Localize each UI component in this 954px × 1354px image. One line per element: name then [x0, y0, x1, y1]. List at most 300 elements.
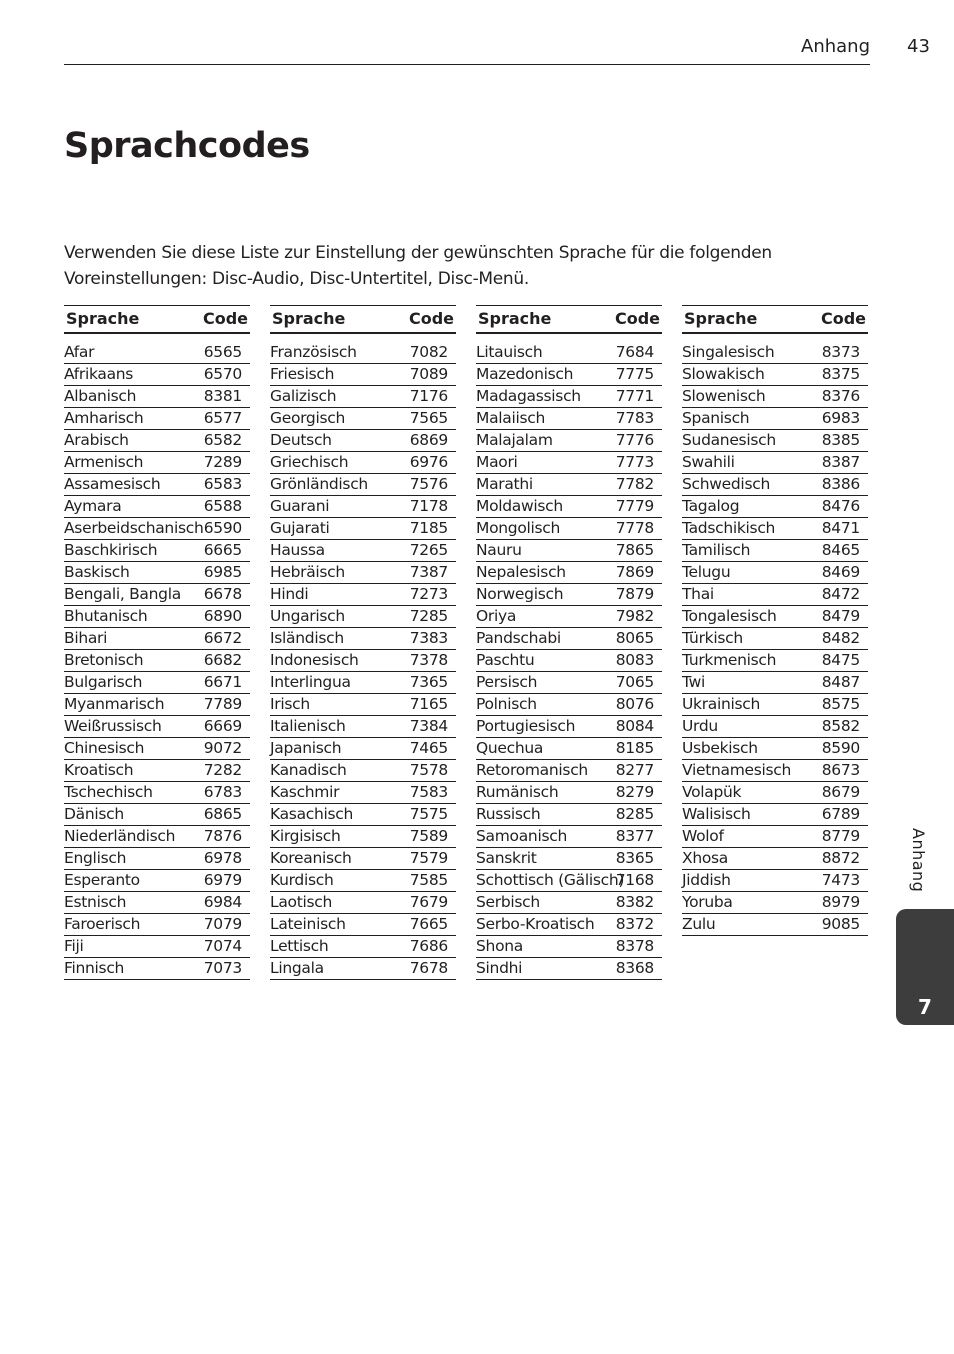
header-language: Sprache [478, 309, 552, 328]
table-row [682, 716, 868, 738]
language-name: Sanskrit [476, 849, 537, 867]
language-name: Lateinisch [270, 915, 346, 933]
table-column [64, 305, 250, 980]
language-name: Albanisch [64, 387, 137, 405]
language-code: 6985 [203, 563, 242, 581]
language-name: Serbisch [476, 893, 540, 911]
language-name: Laotisch [270, 893, 333, 911]
language-name: Shona [476, 937, 523, 955]
language-name: Armenisch [64, 453, 144, 471]
table-row [682, 496, 868, 518]
table-row [270, 540, 456, 562]
language-name: Amharisch [64, 409, 144, 427]
language-code: 7079 [203, 915, 242, 933]
table-row [270, 672, 456, 694]
language-code: 8575 [821, 695, 860, 713]
chapter-number: 7 [918, 995, 932, 1019]
language-name: Slowenisch [682, 387, 766, 405]
language-name: Interlingua [270, 673, 351, 691]
language-code: 8476 [821, 497, 860, 515]
language-name: Serbo-Kroatisch [476, 915, 595, 933]
language-code: 9072 [203, 739, 242, 757]
table-row [476, 936, 662, 958]
table-row [64, 826, 250, 848]
table-row [476, 364, 662, 386]
language-code: 6565 [203, 343, 242, 361]
language-code: 7678 [409, 959, 448, 977]
table-row [270, 628, 456, 650]
language-name: Esperanto [64, 871, 140, 889]
language-code: 8472 [821, 585, 860, 603]
language-code: 7168 [615, 871, 654, 889]
language-code: 7465 [409, 739, 448, 757]
language-code: 8979 [821, 893, 860, 911]
language-name: Moldawisch [476, 497, 563, 515]
language-code: 6865 [203, 805, 242, 823]
table-row [270, 474, 456, 496]
language-name: Lettisch [270, 937, 329, 955]
language-name: Tongalesisch [682, 607, 777, 625]
language-code: 7773 [615, 453, 654, 471]
language-code: 8487 [821, 673, 860, 691]
language-name: Thai [682, 585, 714, 603]
language-code: 6665 [203, 541, 242, 559]
language-code: 6672 [203, 629, 242, 647]
table-row [476, 826, 662, 848]
table-row [64, 892, 250, 914]
language-name: Tagalog [682, 497, 740, 515]
table-row [270, 562, 456, 584]
table-row [476, 870, 662, 892]
table-row [64, 914, 250, 936]
language-name: Aymara [64, 497, 122, 515]
language-name: Arabisch [64, 431, 129, 449]
table-row [476, 914, 662, 936]
language-code: 7089 [409, 365, 448, 383]
header-code: Code [202, 309, 248, 328]
table-row [270, 738, 456, 760]
language-name: Schottisch (Gälisch) [476, 871, 625, 889]
language-code: 8084 [615, 717, 654, 735]
language-code: 6789 [821, 805, 860, 823]
language-code: 8482 [821, 629, 860, 647]
table-row [270, 364, 456, 386]
language-code: 7575 [409, 805, 448, 823]
language-name: Estnisch [64, 893, 127, 911]
language-code: 7383 [409, 629, 448, 647]
language-code: 7776 [615, 431, 654, 449]
language-name: Deutsch [270, 431, 332, 449]
language-name: Kasachisch [270, 805, 354, 823]
header-language: Sprache [684, 309, 758, 328]
language-code: 6577 [203, 409, 242, 427]
table-column [476, 305, 662, 980]
table-row [476, 716, 662, 738]
table-row [476, 694, 662, 716]
page-header [64, 34, 870, 65]
table-row [682, 518, 868, 540]
language-code: 7679 [409, 893, 448, 911]
language-name: Jiddish [682, 871, 731, 889]
language-code: 8373 [821, 343, 860, 361]
table-row [270, 584, 456, 606]
language-name: Guarani [270, 497, 330, 515]
language-code: 7869 [615, 563, 654, 581]
language-code: 8385 [821, 431, 860, 449]
table-row [682, 650, 868, 672]
language-code: 6984 [203, 893, 242, 911]
language-name: Faroerisch [64, 915, 141, 933]
table-row [270, 936, 456, 958]
table-row [682, 584, 868, 606]
language-code: 7576 [409, 475, 448, 493]
table-row [64, 782, 250, 804]
language-name: Pandschabi [476, 629, 561, 647]
table-row [64, 936, 250, 958]
table-row [270, 958, 456, 980]
language-name: Galizisch [270, 387, 337, 405]
language-code: 7775 [615, 365, 654, 383]
table-row [476, 386, 662, 408]
language-code: 7684 [615, 343, 654, 361]
table-row [682, 694, 868, 716]
table-row [64, 430, 250, 452]
table-row [476, 958, 662, 980]
language-code: 8469 [821, 563, 860, 581]
language-name: Nauru [476, 541, 522, 559]
language-name: Französisch [270, 343, 357, 361]
table-row [64, 474, 250, 496]
language-code: 8872 [821, 849, 860, 867]
table-row [682, 452, 868, 474]
table-row [476, 804, 662, 826]
header-spacer [270, 334, 456, 342]
table-row [270, 386, 456, 408]
language-code: 8381 [203, 387, 242, 405]
language-name: Afrikaans [64, 365, 134, 383]
table-row [682, 826, 868, 848]
language-name: Yoruba [682, 893, 733, 911]
language-name: Persisch [476, 673, 538, 691]
language-name: Schwedisch [682, 475, 770, 493]
table-row [64, 496, 250, 518]
table-row [682, 408, 868, 430]
language-code: 7165 [409, 695, 448, 713]
table-row [270, 408, 456, 430]
language-name: Koreanisch [270, 849, 352, 867]
language-code: 7771 [615, 387, 654, 405]
language-name: Litauisch [476, 343, 543, 361]
language-code: 7285 [409, 607, 448, 625]
table-row [270, 870, 456, 892]
language-name: Turkmenisch [682, 651, 777, 669]
table-row [476, 430, 662, 452]
table-row [64, 760, 250, 782]
table-row [476, 606, 662, 628]
language-name: Kurdisch [270, 871, 334, 889]
language-code: 7879 [615, 585, 654, 603]
header-spacer [476, 334, 662, 342]
language-name: Finnisch [64, 959, 125, 977]
intro-paragraph: Verwenden Sie diese Liste zur Einstellung der gewünschten Sprache für die folgenden Voreinstellungen: Disc-Audio, Disc-Untertitel, Disc-Menü. [64, 243, 772, 289]
language-name: Samoanisch [476, 827, 567, 845]
language-code: 8377 [615, 827, 654, 845]
language-name: Japanisch [270, 739, 342, 757]
language-code: 8372 [615, 915, 654, 933]
table-row [270, 452, 456, 474]
table-row [682, 738, 868, 760]
table-row [476, 452, 662, 474]
language-name: Türkisch [682, 629, 743, 647]
language-name: Haussa [270, 541, 325, 559]
language-code: 8387 [821, 453, 860, 471]
table-row [476, 584, 662, 606]
table-row [682, 804, 868, 826]
language-code: 7073 [203, 959, 242, 977]
table-row [64, 386, 250, 408]
language-code: 9085 [821, 915, 860, 933]
table-column [270, 305, 456, 980]
table-row [476, 408, 662, 430]
language-name: Englisch [64, 849, 127, 867]
language-code: 7876 [203, 827, 242, 845]
language-code: 7585 [409, 871, 448, 889]
language-code: 8582 [821, 717, 860, 735]
language-name: Rumänisch [476, 783, 559, 801]
table-row [64, 584, 250, 606]
language-code: 7583 [409, 783, 448, 801]
language-code: 6890 [203, 607, 242, 625]
table-row [270, 826, 456, 848]
language-code: 8365 [615, 849, 654, 867]
language-name: Niederländisch [64, 827, 176, 845]
page-number: 43 [907, 36, 930, 57]
language-code: 7579 [409, 849, 448, 867]
language-code: 6583 [203, 475, 242, 493]
page-title: Sprachcodes [64, 126, 310, 166]
language-name: Russisch [476, 805, 541, 823]
table-row [64, 562, 250, 584]
language-name: Bhutanisch [64, 607, 148, 625]
table-row [64, 650, 250, 672]
header-code: Code [408, 309, 454, 328]
language-code: 7473 [821, 871, 860, 889]
language-code: 6678 [203, 585, 242, 603]
table-header [64, 305, 250, 334]
language-name: Baschkirisch [64, 541, 158, 559]
language-code: 8673 [821, 761, 860, 779]
language-code: 7365 [409, 673, 448, 691]
table-row [64, 518, 250, 540]
table-row [64, 628, 250, 650]
language-code: 6570 [203, 365, 242, 383]
language-code: 7865 [615, 541, 654, 559]
language-name: Baskisch [64, 563, 130, 581]
table-row [64, 364, 250, 386]
language-name: Bretonisch [64, 651, 144, 669]
language-code: 8376 [821, 387, 860, 405]
language-code: 8475 [821, 651, 860, 669]
language-code: 7387 [409, 563, 448, 581]
language-code: 6669 [203, 717, 242, 735]
language-code: 6983 [821, 409, 860, 427]
table-row [270, 760, 456, 782]
language-code: 7779 [615, 497, 654, 515]
table-row [64, 540, 250, 562]
table-row [476, 848, 662, 870]
language-name: Quechua [476, 739, 544, 757]
language-code: 8479 [821, 607, 860, 625]
header-language: Sprache [272, 309, 346, 328]
language-code: 8590 [821, 739, 860, 757]
language-code: 6682 [203, 651, 242, 669]
table-row [682, 892, 868, 914]
table-row [64, 672, 250, 694]
language-name: Wolof [682, 827, 724, 845]
language-name: Maori [476, 453, 518, 471]
language-name: Usbekisch [682, 739, 758, 757]
table-row [682, 760, 868, 782]
table-row [682, 540, 868, 562]
language-code: 8185 [615, 739, 654, 757]
language-name: Malaiisch [476, 409, 546, 427]
language-name: Retoromanisch [476, 761, 588, 779]
language-code: 7665 [409, 915, 448, 933]
language-name: Oriya [476, 607, 517, 625]
language-code: 8368 [615, 959, 654, 977]
table-row [64, 694, 250, 716]
language-code: 7176 [409, 387, 448, 405]
table-row [270, 848, 456, 870]
table-row [270, 716, 456, 738]
language-name: Lingala [270, 959, 324, 977]
header-language: Sprache [66, 309, 140, 328]
language-name: Zulu [682, 915, 716, 933]
language-code: 8679 [821, 783, 860, 801]
language-name: Indonesisch [270, 651, 359, 669]
table-row [64, 452, 250, 474]
table-row [476, 892, 662, 914]
table-row [476, 540, 662, 562]
language-code: 8382 [615, 893, 654, 911]
language-code: 7065 [615, 673, 654, 691]
language-name: Swahili [682, 453, 735, 471]
language-name: Aserbeidschanisch [64, 519, 204, 537]
language-name: Bengali, Bangla [64, 585, 181, 603]
table-row [682, 870, 868, 892]
side-section-label [904, 828, 934, 898]
language-code: 8076 [615, 695, 654, 713]
language-code: 6978 [203, 849, 242, 867]
language-name: Ukrainisch [682, 695, 761, 713]
language-name: Twi [682, 673, 705, 691]
header-section-title: Anhang [801, 36, 870, 57]
table-row [682, 628, 868, 650]
language-name: Kanadisch [270, 761, 347, 779]
header-spacer [64, 334, 250, 342]
language-name: Ungarisch [270, 607, 345, 625]
table-row [476, 650, 662, 672]
table-row [64, 606, 250, 628]
language-code: 7273 [409, 585, 448, 603]
language-code: 6976 [409, 453, 448, 471]
table-row [476, 672, 662, 694]
language-name: Griechisch [270, 453, 349, 471]
language-name: Kirgisisch [270, 827, 341, 845]
language-name: Marathi [476, 475, 533, 493]
language-name: Norwegisch [476, 585, 564, 603]
table-row [270, 342, 456, 364]
language-code: 7282 [203, 761, 242, 779]
table-row [270, 606, 456, 628]
language-name: Mongolisch [476, 519, 561, 537]
table-row [270, 892, 456, 914]
table-row [682, 848, 868, 870]
table-row [682, 914, 868, 936]
header-spacer [682, 334, 868, 342]
language-name: Bihari [64, 629, 108, 647]
table-row [682, 672, 868, 694]
table-row [476, 342, 662, 364]
table-row [682, 364, 868, 386]
language-name: Fiji [64, 937, 84, 955]
table-row [270, 650, 456, 672]
language-name: Volapük [682, 783, 742, 801]
language-code: 7185 [409, 519, 448, 537]
language-name: Sudanesisch [682, 431, 776, 449]
language-name: Friesisch [270, 365, 335, 383]
language-code: 8279 [615, 783, 654, 801]
language-name: Madagassisch [476, 387, 581, 405]
table-row [270, 518, 456, 540]
language-name: Hebräisch [270, 563, 345, 581]
language-code: 7686 [409, 937, 448, 955]
language-name: Myanmarisch [64, 695, 165, 713]
language-code: 6582 [203, 431, 242, 449]
language-name: Kaschmir [270, 783, 340, 801]
language-code: 8471 [821, 519, 860, 537]
language-code: 7384 [409, 717, 448, 735]
table-row [476, 474, 662, 496]
language-code: 7178 [409, 497, 448, 515]
language-code: 6588 [203, 497, 242, 515]
table-row [270, 496, 456, 518]
language-name: Malajalam [476, 431, 553, 449]
language-name: Portugiesisch [476, 717, 576, 735]
language-name: Tadschikisch [682, 519, 776, 537]
table-row [476, 782, 662, 804]
table-row [270, 694, 456, 716]
table-row [682, 606, 868, 628]
table-row [270, 430, 456, 452]
table-row [682, 342, 868, 364]
language-name: Paschtu [476, 651, 535, 669]
table-header [476, 305, 662, 334]
table-row [476, 628, 662, 650]
table-row [682, 386, 868, 408]
language-name: Grönländisch [270, 475, 368, 493]
table-header [682, 305, 868, 334]
table-row [270, 914, 456, 936]
language-code: 7589 [409, 827, 448, 845]
language-code: 8378 [615, 937, 654, 955]
language-code: 7789 [203, 695, 242, 713]
language-name: Urdu [682, 717, 718, 735]
language-name: Chinesisch [64, 739, 145, 757]
language-name: Telugu [682, 563, 731, 581]
language-name: Singalesisch [682, 343, 775, 361]
table-row [476, 760, 662, 782]
